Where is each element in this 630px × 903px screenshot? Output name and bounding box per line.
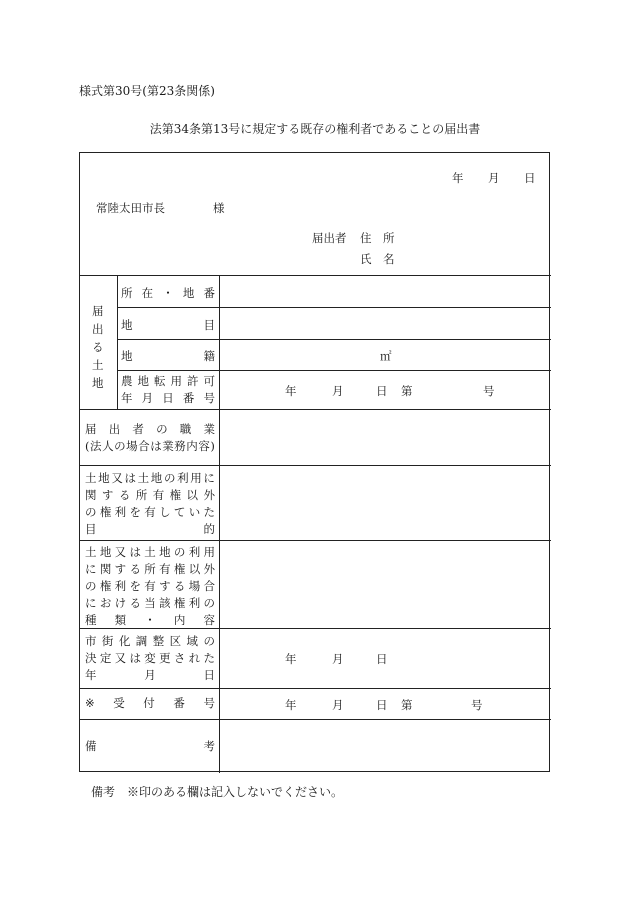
permit-go: 号 — [483, 384, 495, 398]
date-year-label: 年 — [452, 171, 464, 185]
zone-month: 月 — [332, 652, 344, 666]
location-label: 所 在 ・ 地 番 — [121, 286, 215, 300]
notification-form-table — [79, 152, 550, 772]
receipt-year: 年 — [285, 698, 297, 712]
area-unit: ㎡ — [380, 349, 392, 363]
zone-date-label: 市 街 化 調 整 区 域 の 決 定 又 は 変 更 さ れ た 年 月 日 — [85, 634, 215, 682]
form-number: 様式第30号(第23条関係) — [79, 84, 215, 98]
zone-year: 年 — [285, 652, 297, 666]
purpose-label: 土 地 又 は 土 地 の 利 用 に 関 す る 所 有 権 以 外 の 権 利 を 有 し て い た 目 的 — [85, 471, 215, 536]
date-month-label: 月 — [488, 171, 500, 185]
rights-label: 土 地 又 は 土 地 の 利 用 に 関 す る 所 有 権 以 外 の 権 利 を 有 す る 場 合 に お け る 当 該 権 利 の 種 類 ・ 内 容 — [85, 545, 215, 627]
permit-dai: 第 — [401, 384, 413, 398]
zone-day: 日 — [376, 652, 388, 666]
notifier-label: 届出者 — [312, 231, 347, 245]
land-category-label: 地 目 — [121, 318, 215, 332]
permit-month: 月 — [332, 384, 344, 398]
receipt-label: ※ 受 付 番 号 — [85, 696, 215, 710]
receipt-dai: 第 — [401, 698, 413, 712]
occupation-label: 届 出 者 の 職 業 ( 法 人 の 場 合 は 業 務 内 容 ) — [85, 422, 215, 453]
footnote: 備考 ※印のある欄は記入しないでください。 — [91, 785, 344, 799]
addressee: 常陸太田市長 — [96, 201, 165, 215]
permit-year: 年 — [285, 384, 297, 398]
receipt-month: 月 — [332, 698, 344, 712]
receipt-go: 号 — [471, 698, 483, 712]
remarks-label: 備 考 — [85, 739, 215, 753]
name-label: 氏 名 — [360, 252, 395, 266]
date-day-label: 日 — [524, 171, 536, 185]
land-group-label: 届 出 る 土 地 — [92, 304, 104, 390]
receipt-day: 日 — [376, 698, 388, 712]
honorific: 様 — [213, 201, 225, 215]
address-label: 住 所 — [360, 231, 395, 245]
document-title: 法第34条第13号に規定する既存の権利者であることの届出書 — [149, 122, 481, 136]
permit-label: 農 地 転 用 許 可 年 月 日 番 号 — [121, 374, 215, 405]
land-area-label: 地 籍 — [121, 349, 215, 363]
permit-day: 日 — [376, 384, 388, 398]
